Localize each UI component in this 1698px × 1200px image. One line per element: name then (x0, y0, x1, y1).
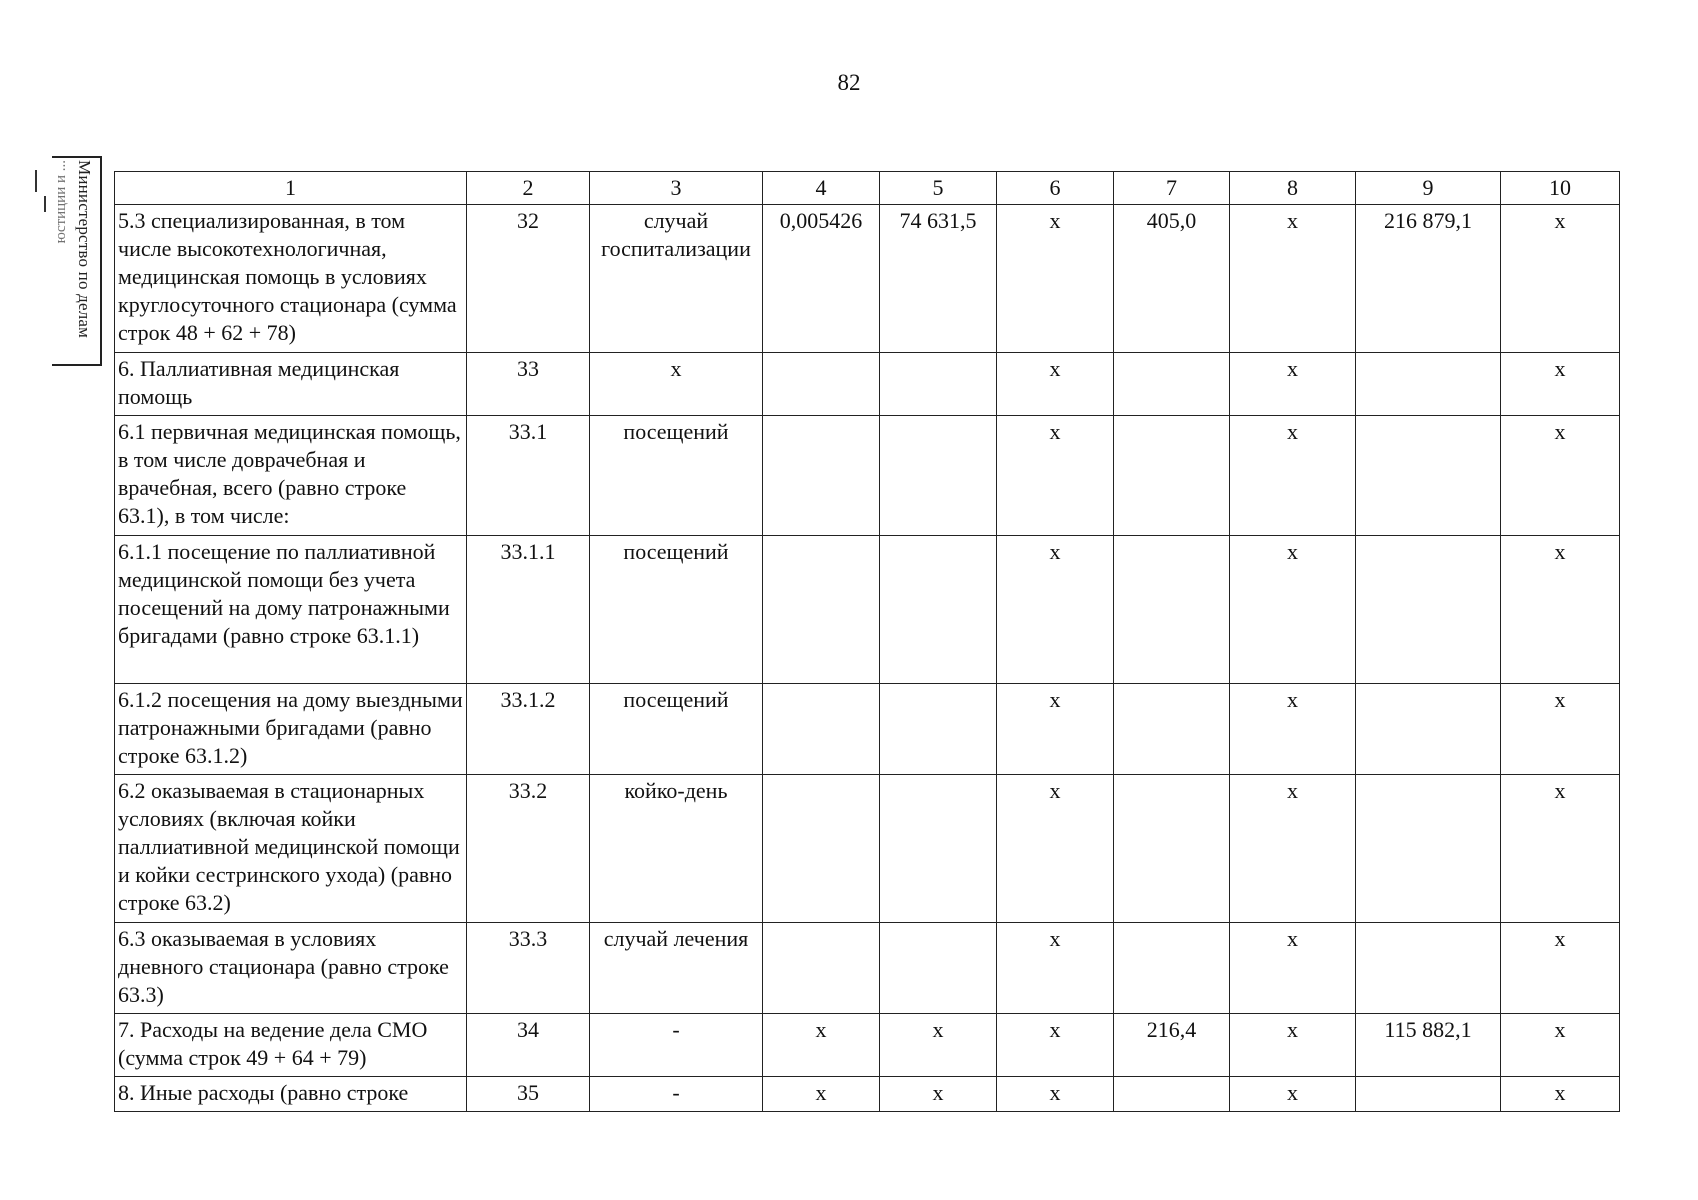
header-cell: 3 (590, 172, 763, 205)
header-cell: 1 (115, 172, 467, 205)
unit-cell: койко-день (590, 775, 763, 923)
header-cell: 10 (1501, 172, 1620, 205)
value-cell: х (1501, 1014, 1620, 1077)
unit-cell: посещений (590, 416, 763, 536)
value-cell: х (1230, 536, 1356, 684)
value-cell (880, 416, 997, 536)
value-cell: х (1501, 353, 1620, 416)
value-cell: х (1501, 1077, 1620, 1112)
value-cell (1356, 775, 1501, 923)
unit-cell: посещений (590, 536, 763, 684)
value-cell (763, 536, 880, 684)
stamp-faded-text: юстиции и ... (53, 160, 69, 244)
row-code-cell: 35 (467, 1077, 590, 1112)
value-cell (1356, 684, 1501, 775)
row-code-cell: 34 (467, 1014, 590, 1077)
value-cell: х (997, 1077, 1114, 1112)
value-cell (763, 416, 880, 536)
value-cell: х (1230, 775, 1356, 923)
value-cell: 405,0 (1114, 205, 1230, 353)
value-cell (763, 353, 880, 416)
header-cell: 6 (997, 172, 1114, 205)
value-cell: 74 631,5 (880, 205, 997, 353)
row-code-cell: 33.1.2 (467, 684, 590, 775)
value-cell (880, 536, 997, 684)
value-cell: х (763, 1077, 880, 1112)
header-cell: 4 (763, 172, 880, 205)
value-cell (763, 775, 880, 923)
unit-cell: случай госпитализации (590, 205, 763, 353)
unit-cell: случай лечения (590, 923, 763, 1014)
table-row (115, 536, 1620, 684)
value-cell (1114, 923, 1230, 1014)
value-cell (763, 923, 880, 1014)
table-row (115, 416, 1620, 536)
table-row (115, 353, 1620, 416)
data-table (114, 171, 1620, 1112)
row-name-cell: 6.1 первичная медицинская помощь, в том числе доврачебная и врачебная, всего (равно строке 63.1), в том числе: (115, 416, 467, 536)
header-cell: 8 (1230, 172, 1356, 205)
row-name-cell: 6.1.2 посещения на дому выездными патронажными бригадами (равно строке 63.1.2) (115, 684, 467, 775)
header-cell: 7 (1114, 172, 1230, 205)
value-cell: х (880, 1077, 997, 1112)
value-cell: х (1230, 684, 1356, 775)
row-name-cell: 6.2 оказываемая в стационарных условиях (включая койки паллиативной медицинской помощи и койки сестринского ухода) (равно строке 63.2) (115, 775, 467, 923)
value-cell (1114, 775, 1230, 923)
row-code-cell: 33.2 (467, 775, 590, 923)
row-name-cell: 5.3 специализированная, в том числе высокотехнологичная, медицинская помощь в условиях круглосуточного стационара (сумма строк 48 + 62 + 78) (115, 205, 467, 353)
value-cell: х (1501, 775, 1620, 923)
value-cell (880, 923, 997, 1014)
table-row (115, 775, 1620, 923)
row-code-cell: 33 (467, 353, 590, 416)
header-cell: 2 (467, 172, 590, 205)
value-cell (880, 775, 997, 923)
value-cell: 216,4 (1114, 1014, 1230, 1077)
value-cell: х (1501, 536, 1620, 684)
value-cell (1114, 353, 1230, 416)
value-cell: х (997, 353, 1114, 416)
value-cell: 216 879,1 (1356, 205, 1501, 353)
value-cell: 0,005426 (763, 205, 880, 353)
table-row (115, 684, 1620, 775)
value-cell (1356, 536, 1501, 684)
value-cell (1356, 353, 1501, 416)
stamp-text: Министерство по делам (75, 160, 94, 339)
stamp-mark (35, 170, 37, 192)
table-row (115, 205, 1620, 353)
value-cell (1114, 684, 1230, 775)
value-cell (880, 684, 997, 775)
page-number: 82 (837, 70, 861, 95)
table-row (115, 1077, 1620, 1112)
value-cell: х (1230, 353, 1356, 416)
value-cell: х (1230, 923, 1356, 1014)
value-cell (1114, 536, 1230, 684)
value-cell: х (1230, 416, 1356, 536)
value-cell: х (997, 684, 1114, 775)
value-cell: х (997, 775, 1114, 923)
value-cell (763, 684, 880, 775)
value-cell: х (997, 536, 1114, 684)
value-cell: х (1501, 923, 1620, 1014)
value-cell (1356, 1077, 1501, 1112)
value-cell (1356, 416, 1501, 536)
header-cell: 5 (880, 172, 997, 205)
value-cell: х (1501, 416, 1620, 536)
value-cell: х (1230, 1014, 1356, 1077)
value-cell: х (763, 1014, 880, 1077)
value-cell: х (997, 205, 1114, 353)
value-cell (1114, 416, 1230, 536)
value-cell: х (1501, 684, 1620, 775)
unit-cell: х (590, 353, 763, 416)
row-code-cell: 32 (467, 205, 590, 353)
stamp-mark (44, 196, 46, 212)
row-name-cell: 6.1.1 посещение по паллиативной медицинской помощи без учета посещений на дому патронажными бригадами (равно строке 63.1.1) (115, 536, 467, 684)
row-name-cell: 6.3 оказываемая в условиях дневного стационара (равно строке 63.3) (115, 923, 467, 1014)
value-cell: х (1230, 205, 1356, 353)
value-cell: 115 882,1 (1356, 1014, 1501, 1077)
value-cell (880, 353, 997, 416)
header-cell: 9 (1356, 172, 1501, 205)
table-header-row (115, 172, 1620, 205)
value-cell (1114, 1077, 1230, 1112)
row-name-cell: 6. Паллиативная медицинская помощь (115, 353, 467, 416)
table-row (115, 923, 1620, 1014)
value-cell: х (1230, 1077, 1356, 1112)
value-cell: х (880, 1014, 997, 1077)
unit-cell: - (590, 1077, 763, 1112)
table-row (115, 1014, 1620, 1077)
value-cell: х (997, 923, 1114, 1014)
value-cell: х (997, 416, 1114, 536)
value-cell: х (997, 1014, 1114, 1077)
unit-cell: - (590, 1014, 763, 1077)
row-code-cell: 33.1.1 (467, 536, 590, 684)
row-name-cell: 7. Расходы на ведение дела СМО (сумма строк 49 + 64 + 79) (115, 1014, 467, 1077)
row-code-cell: 33.3 (467, 923, 590, 1014)
row-code-cell: 33.1 (467, 416, 590, 536)
row-name-cell: 8. Иные расходы (равно строке (115, 1077, 467, 1112)
value-cell: х (1501, 205, 1620, 353)
unit-cell: посещений (590, 684, 763, 775)
value-cell (1356, 923, 1501, 1014)
